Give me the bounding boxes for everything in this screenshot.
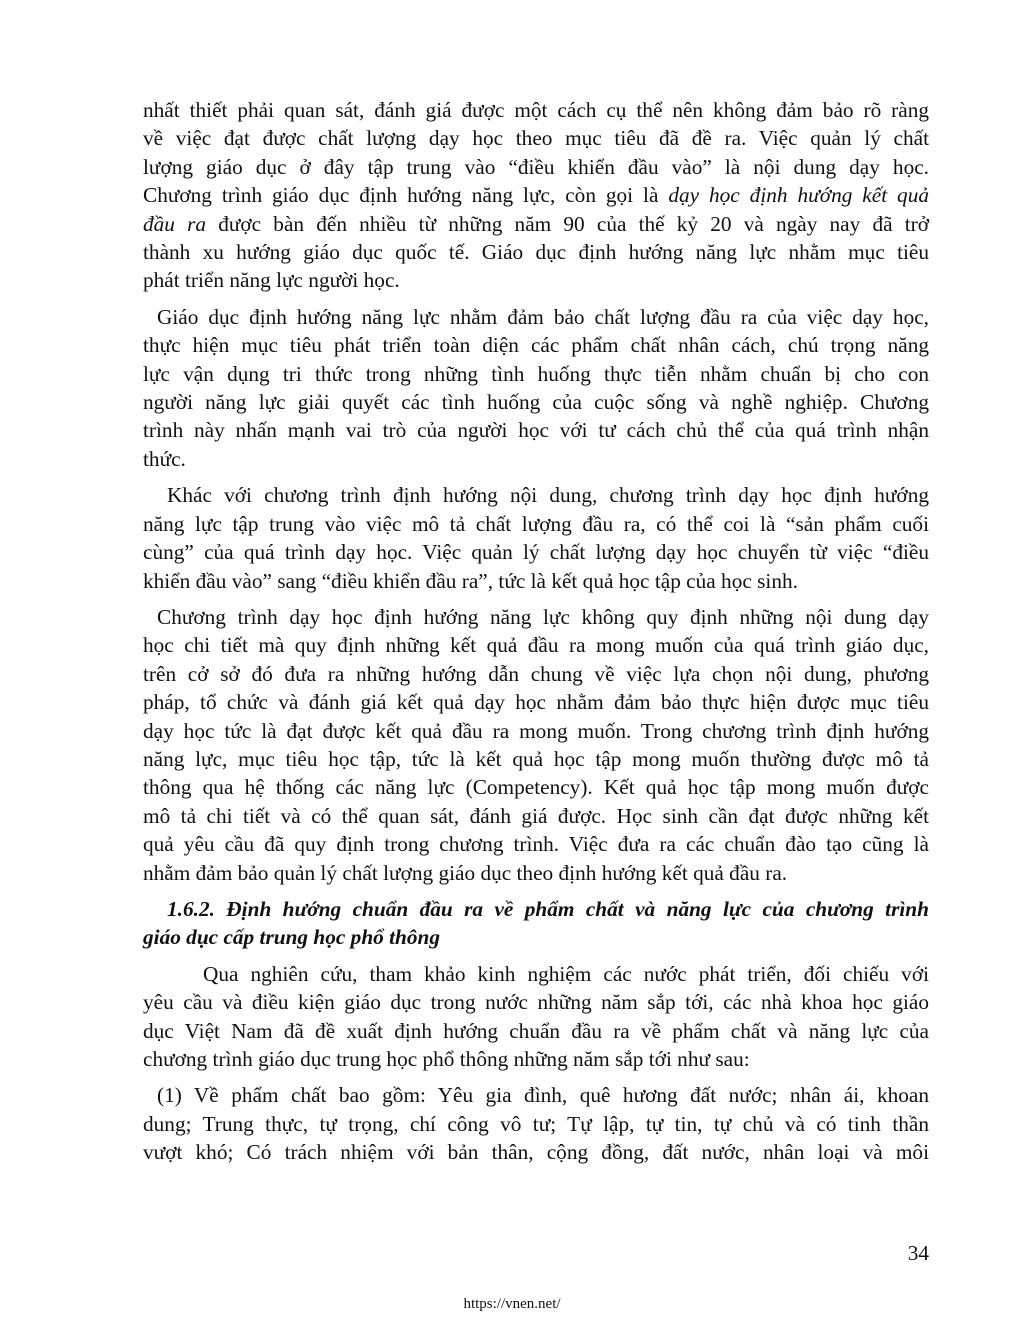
text-line: pháp, tổ chức và đánh giá kết quả dạy học nhằm đảm bảo thực hiện được mục tiêu bbox=[143, 690, 929, 715]
text-line bbox=[143, 210, 929, 238]
text-run: Chương trình giáo dục định hướng năng lực, còn gọi là bbox=[143, 183, 669, 208]
paragraph-6 bbox=[143, 1081, 929, 1166]
body-text bbox=[143, 96, 929, 1175]
text-line: nhất thiết phải quan sát, đánh giá được một cách cụ thể nên không đảm bảo rõ ràng bbox=[143, 98, 929, 122]
text-line: học chi tiết mà quy định những kết quả đầu ra mong muốn của quá trình giáo dục, bbox=[143, 633, 929, 658]
text-line: Chương trình dạy học định hướng năng lực không quy định những nội dung dạy bbox=[157, 604, 929, 629]
text-line: trên cở sở đó đưa ra những hướng dẫn chung về việc lựa chọn nội dung, phương bbox=[143, 661, 929, 686]
text-line: lực vận dụng tri thức trong những tình huống thực tiễn nhằm chuẩn bị cho con bbox=[143, 361, 929, 386]
text-line: (1) Về phẩm chất bao gồm: Yêu gia đình, quê hương đất nước; nhân ái, khoan bbox=[157, 1083, 929, 1108]
italic-term: đầu ra bbox=[143, 211, 207, 236]
text-line: người năng lực giải quyết các tình huống của cuộc sống và nghề nghiệp. Chương bbox=[143, 390, 929, 415]
text-line: yêu cầu và điều kiện giáo dục trong nước những năm sắp tới, các nhà khoa học giáo bbox=[143, 990, 929, 1015]
paragraph-4 bbox=[143, 603, 929, 887]
text-line: khiển đầu vào” sang “điều khiển đầu ra”, tức là kết quả học tập của học sinh. bbox=[143, 568, 798, 593]
text-line: Khác với chương trình định hướng nội dung, chương trình dạy học định hướng bbox=[167, 483, 929, 508]
italic-term: dạy học định hướng kết quả bbox=[668, 183, 929, 208]
text-line: thức. bbox=[143, 446, 186, 471]
text-line: dung; Trung thực, tự trọng, chí công vô tư; Tự lập, tự tin, tự chủ và có tinh thần bbox=[143, 1111, 929, 1136]
text-run: được bàn đến nhiều từ những năm 90 của thế kỷ 20 và ngày nay đã trở bbox=[206, 211, 929, 236]
text-line: Qua nghiên cứu, tham khảo kinh nghiệm các nước phát triển, đối chiếu với bbox=[203, 961, 929, 986]
footer-url[interactable]: https://vnen.net/ bbox=[463, 1296, 561, 1312]
text-line: thành xu hướng giáo dục quốc tế. Giáo dục định hướng năng lực nhằm mục tiêu bbox=[143, 240, 929, 265]
text-line: dục Việt Nam đã đề xuất định hướng chuẩn đầu ra về phẩm chất và năng lực của bbox=[143, 1018, 929, 1043]
text-line: Giáo dục định hướng năng lực nhằm đảm bảo chất lượng đầu ra của việc dạy học, bbox=[157, 304, 929, 329]
text-line: mô tả chi tiết và có thể quan sát, đánh giá được. Học sinh cần đạt được những kết bbox=[143, 803, 929, 828]
heading-line: giáo dục cấp trung học phổ thông bbox=[143, 925, 441, 950]
text-line: dạy học tức là đạt được kết quả đầu ra mong muốn. Trong chương trình định hướng bbox=[143, 718, 929, 743]
text-line: quả yêu cầu đã quy định trong chương trình. Việc đưa ra các chuẩn đào tạo cũng là bbox=[143, 832, 929, 857]
text-line: nhằm đảm bảo quản lý chất lượng giáo dục theo định hướng kết quả đầu ra. bbox=[143, 860, 788, 885]
section-heading bbox=[143, 895, 929, 952]
paragraph-2 bbox=[143, 303, 929, 473]
paragraph-3 bbox=[143, 481, 929, 595]
text-line: lượng giáo dục ở đây tập trung vào “điều khiển đầu vào” là nội dung dạy học. bbox=[143, 154, 929, 179]
text-line: về việc đạt được chất lượng dạy học theo mục tiêu đã đề ra. Việc quản lý chất bbox=[143, 126, 929, 151]
text-line: thực hiện mục tiêu phát triển toàn diện các phẩm chất nhân cách, chú trọng năng bbox=[143, 333, 929, 358]
text-line: năng lực, mục tiêu học tập, tức là kết quả học tập mong muốn thường được mô tả bbox=[143, 746, 929, 771]
text-line bbox=[143, 181, 929, 209]
text-line: vượt khó; Có trách nhiệm với bản thân, cộng đồng, đất nước, nhân loại và môi bbox=[143, 1140, 929, 1165]
heading-line: 1.6.2. Định hướng chuẩn đầu ra về phẩm chất và năng lực của chương trình bbox=[167, 896, 929, 921]
paragraph-1 bbox=[143, 96, 929, 295]
page-number: 34 bbox=[907, 1241, 929, 1265]
text-line: thông qua hệ thống các năng lực (Competency). Kết quả học tập mong muốn được bbox=[143, 775, 929, 800]
text-line: phát triển năng lực người học. bbox=[143, 268, 400, 293]
paragraph-5 bbox=[143, 960, 929, 1074]
text-line: cùng” của quá trình dạy học. Việc quản lý chất lượng dạy học chuyển từ việc “điều bbox=[143, 540, 929, 565]
text-line: trình này nhấn mạnh vai trò của người học với tư cách chủ thể của quá trình nhận bbox=[143, 418, 929, 443]
text-line: chương trình giáo dục trung học phổ thông những năm sắp tới như sau: bbox=[143, 1047, 750, 1071]
text-line: năng lực tập trung vào việc mô tả chất lượng đầu ra, có thể coi là “sản phẩm cuối bbox=[143, 511, 929, 536]
